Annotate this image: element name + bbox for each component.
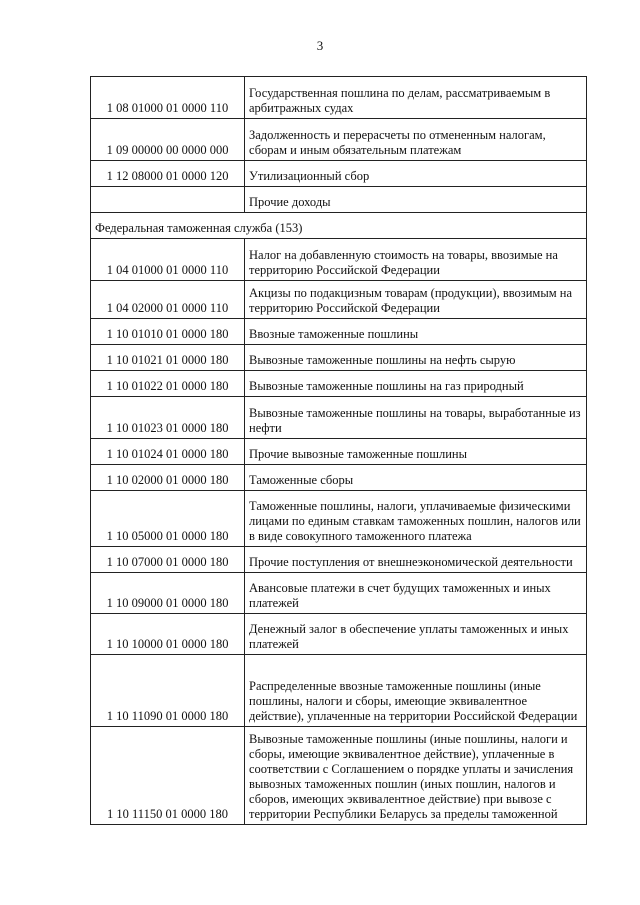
table-row [91, 281, 587, 319]
description-cell: Государственная пошлина по делам, рассматриваемым в арбитражных судах [245, 77, 587, 119]
description-cell: Задолженность и перерасчеты по отмененным налогам, сборам и иным обязательным платежам [245, 119, 587, 161]
code-cell [91, 187, 245, 213]
table-row [91, 119, 587, 161]
description-cell: Денежный залог в обеспечение уплаты таможенных и иных платежей [245, 614, 587, 655]
page-number: 3 [316, 38, 324, 53]
code-cell: 1 10 02000 01 0000 180 [91, 465, 245, 491]
code-cell: 1 08 01000 01 0000 110 [91, 77, 245, 119]
code-cell: 1 12 08000 01 0000 120 [91, 161, 245, 187]
code-cell: 1 10 01010 01 0000 180 [91, 319, 245, 345]
code-cell: 1 10 01021 01 0000 180 [91, 345, 245, 371]
description-cell: Вывозные таможенные пошлины на газ природный [245, 371, 587, 397]
budget-codes-table [90, 76, 587, 825]
code-cell: 1 09 00000 00 0000 000 [91, 119, 245, 161]
section-title: Федеральная таможенная служба (153) [91, 213, 587, 239]
description-cell: Акцизы по подакцизным товарам (продукции), ввозимым на территорию Российской Федерации [245, 281, 587, 319]
table-row [91, 465, 587, 491]
table-row [91, 319, 587, 345]
table-row [91, 187, 587, 213]
description-cell: Ввозные таможенные пошлины [245, 319, 587, 345]
code-cell: 1 10 11150 01 0000 180 [91, 727, 245, 825]
table-row [91, 161, 587, 187]
table-row [91, 491, 587, 547]
table-row [91, 573, 587, 614]
table-row [91, 77, 587, 119]
code-cell: 1 10 07000 01 0000 180 [91, 547, 245, 573]
description-cell: Утилизационный сбор [245, 161, 587, 187]
description-cell: Прочие поступления от внешнеэкономической деятельности [245, 547, 587, 573]
description-cell: Таможенные сборы [245, 465, 587, 491]
table-row [91, 547, 587, 573]
description-cell: Налог на добавленную стоимость на товары, ввозимые на территорию Российской Федерации [245, 239, 587, 281]
code-cell: 1 04 01000 01 0000 110 [91, 239, 245, 281]
table-row [91, 614, 587, 655]
code-cell: 1 10 01022 01 0000 180 [91, 371, 245, 397]
description-cell: Таможенные пошлины, налоги, уплачиваемые физическими лицами по единым ставкам таможенных пошлин, налогов или в виде совокупного таможенного платежа [245, 491, 587, 547]
description-cell: Авансовые платежи в счет будущих таможенных и иных платежей [245, 573, 587, 614]
code-cell: 1 10 11090 01 0000 180 [91, 655, 245, 727]
code-cell: 1 10 09000 01 0000 180 [91, 573, 245, 614]
table-row [91, 439, 587, 465]
description-cell: Прочие вывозные таможенные пошлины [245, 439, 587, 465]
table-row [91, 655, 587, 727]
section-row [91, 213, 587, 239]
table-row [91, 727, 587, 825]
description-cell: Вывозные таможенные пошлины (иные пошлины, налоги и сборы, имеющие эквивалентное действие), уплаченные в соответствии с Соглашением о порядке уплаты и зачисления вывозных таможенных пошлин (иных пошлин, налогов и сборов, имеющих эквивалентное действие) при вывозе с территории Республики Беларусь за пределы таможенной [245, 727, 587, 825]
table-row [91, 397, 587, 439]
table-row [91, 345, 587, 371]
code-cell: 1 10 05000 01 0000 180 [91, 491, 245, 547]
code-cell: 1 10 01024 01 0000 180 [91, 439, 245, 465]
description-cell: Вывозные таможенные пошлины на товары, выработанные из нефти [245, 397, 587, 439]
code-cell: 1 10 01023 01 0000 180 [91, 397, 245, 439]
table-row [91, 371, 587, 397]
code-cell: 1 04 02000 01 0000 110 [91, 281, 245, 319]
code-cell: 1 10 10000 01 0000 180 [91, 614, 245, 655]
table-row [91, 239, 587, 281]
description-cell: Вывозные таможенные пошлины на нефть сырую [245, 345, 587, 371]
description-cell: Прочие доходы [245, 187, 587, 213]
description-cell: Распределенные ввозные таможенные пошлины (иные пошлины, налоги и сборы, имеющие эквивалентное действие), уплаченные на территории Российской Федерации [245, 655, 587, 727]
